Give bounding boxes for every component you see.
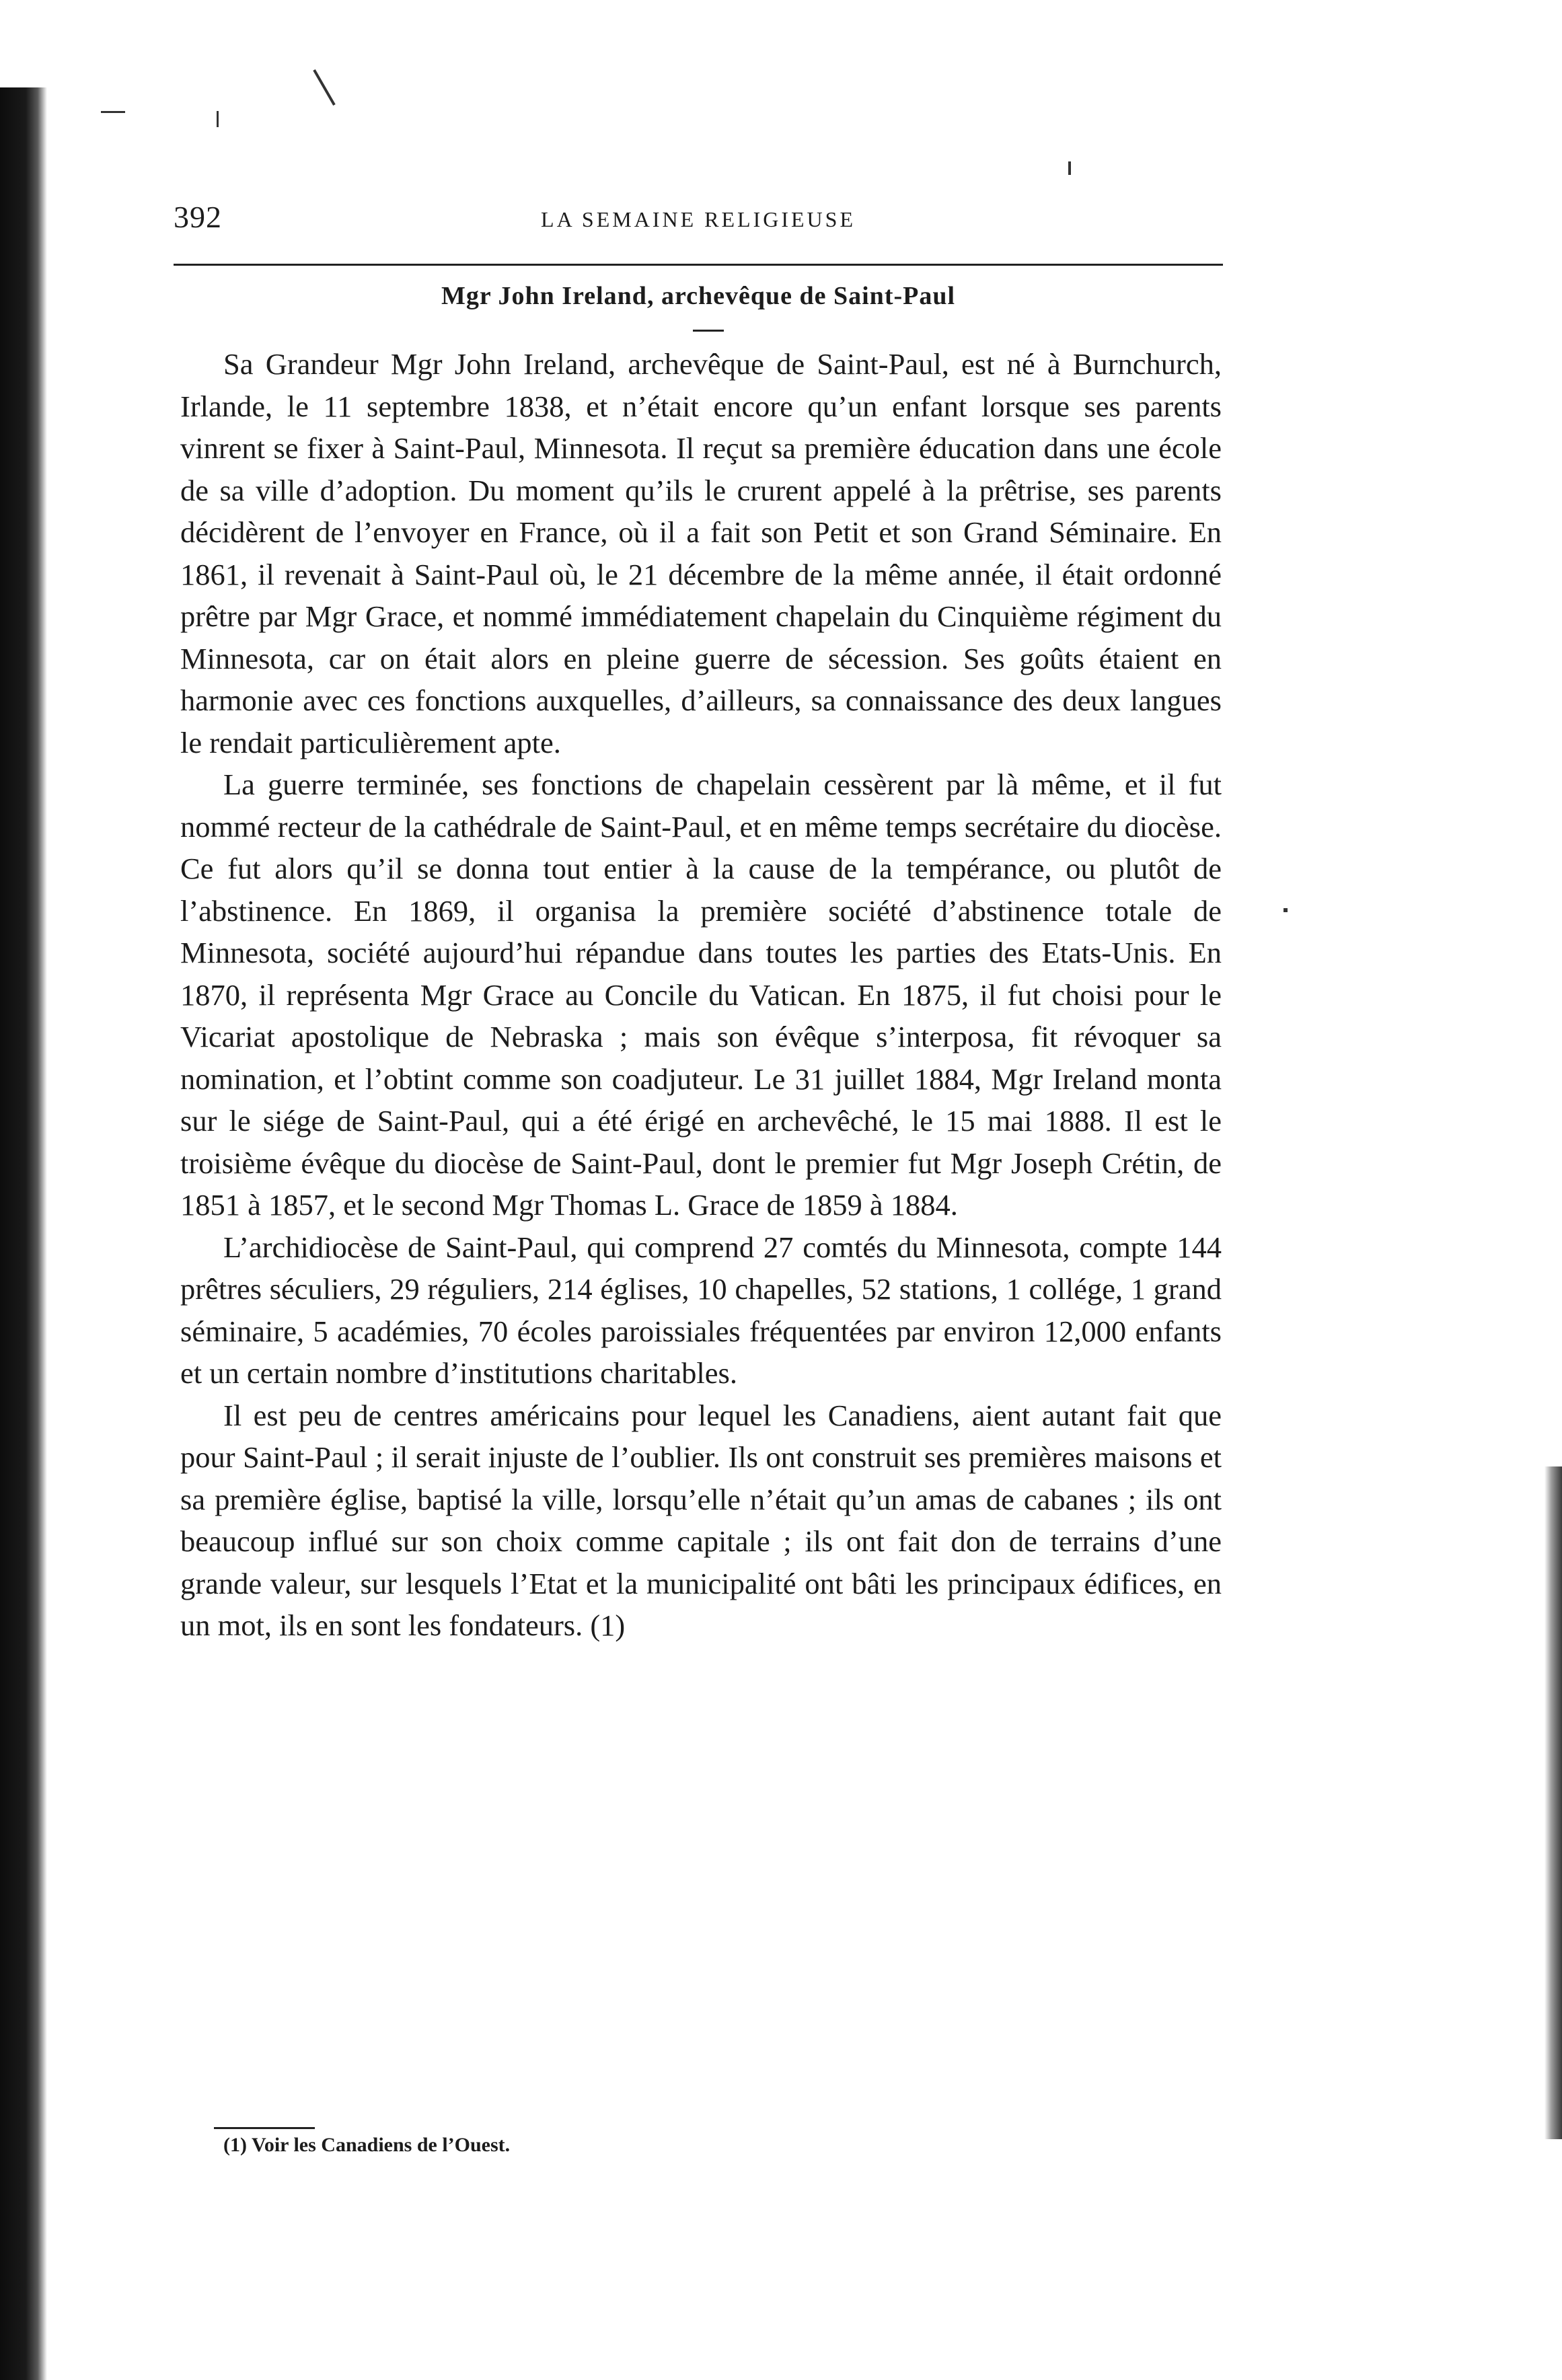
running-head: LA SEMAINE RELIGIEUSE — [541, 207, 856, 231]
paragraph: L’archidiocèse de Saint-Paul, qui comprend 27 comtés du Minnesota, compte 144 prêtres séculiers, 29 réguliers, 214 églises, 10 chapelles, 52 stations, 1 collége, 1 grand séminaire, 5 académies, 70 écoles paroissiales fréquentées par environ 12,000 enfants et un certain nombre d’institutions charitables. — [180, 1230, 1222, 1390]
page-header — [174, 199, 1223, 239]
footnote-rule — [214, 2127, 315, 2129]
right-edge-shadow — [1545, 1466, 1562, 2139]
paragraph: Sa Grandeur Mgr John Ireland, archevêque de Saint-Paul, est né à Burnchurch, Irlande, le 11 septembre 1838, et n’était encore qu’un enfant lorsque ses parents vinrent se fixer à Saint-Paul, Minnesota. Il reçut sa première éducation dans une école de sa ville d’adoption. Du moment qu’ils le crurent appelé à la prêtrise, ses parents décidèrent de l’envoyer en France, où il a fait son Petit et son Grand Séminaire. En 1861, il revenait à Saint-Paul où, le 21 décembre de la même année, il était ordonné prêtre par Mgr Grace, et nommé immédiatement chapelain du Cinquième régiment du Minnesota, car on était alors en pleine guerre de sécession. Ses goûts étaient en harmonie avec ces fonctions auxquelles, d’ailleurs, sa connaissance des deux langues le rendait particulièrement apte. — [180, 347, 1222, 759]
header-rule — [174, 264, 1223, 266]
scan-speck — [1068, 161, 1071, 175]
paragraph: Il est peu de centres américains pour lequel les Canadiens, aient autant fait que pour Saint-Paul ; il serait injuste de l’oublier. Ils ont construit ses premières maisons et sa première église, baptisé la ville, lorsqu’elle n’était qu’un amas de cabanes ; ils ont beaucoup influé sur son choix comme capitale ; ils ont fait don de terrains d’une grande valeur, sur lesquels l’Etat et la municipalité ont bâti les principaux édifices, en un mot, ils en sont les fondateurs. (1) — [180, 1398, 1222, 1642]
scan-speck — [101, 111, 125, 113]
title-dash — [693, 330, 724, 332]
article-body — [180, 343, 1222, 1647]
binding-shadow — [0, 87, 47, 2380]
page-number: 392 — [174, 200, 222, 234]
paragraph: La guerre terminée, ses fonctions de chapelain cessèrent par là même, et il fut nommé recteur de la cathédrale de Saint-Paul, et en même temps secrétaire du diocèse. Ce fut alors qu’il se donna tout entier à la cause de la tempérance, ou plutôt de l’abstinence. En 1869, il organisa la première société d’abstinence totale de Minnesota, société aujourd’hui répandue dans toutes les parties des Etats-Unis. En 1870, il représenta Mgr Grace au Concile du Vatican. En 1875, il fut choisi pour le Vicariat apostolique de Nebraska ; mais son évêque s’interposa, fit révoquer sa nomination, et l’obtint comme son coadjuteur. Le 31 juillet 1884, Mgr Ireland monta sur le siége de Saint-Paul, qui a été érigé en archevêché, le 15 mai 1888. Il est le troisième évêque du diocèse de Saint-Paul, dont le premier fut Mgr Joseph Crétin, de 1851 à 1857, et le second Mgr Thomas L. Grace de 1859 à 1884. — [180, 768, 1222, 1222]
footnote: (1) Voir les Canadiens de l’Ouest. — [223, 2134, 511, 2156]
scan-speck — [313, 69, 335, 106]
scan-speck — [1284, 908, 1288, 912]
scan-speck — [217, 111, 219, 127]
article-title: Mgr John Ireland, archevêque de Saint-Paul — [441, 282, 956, 310]
